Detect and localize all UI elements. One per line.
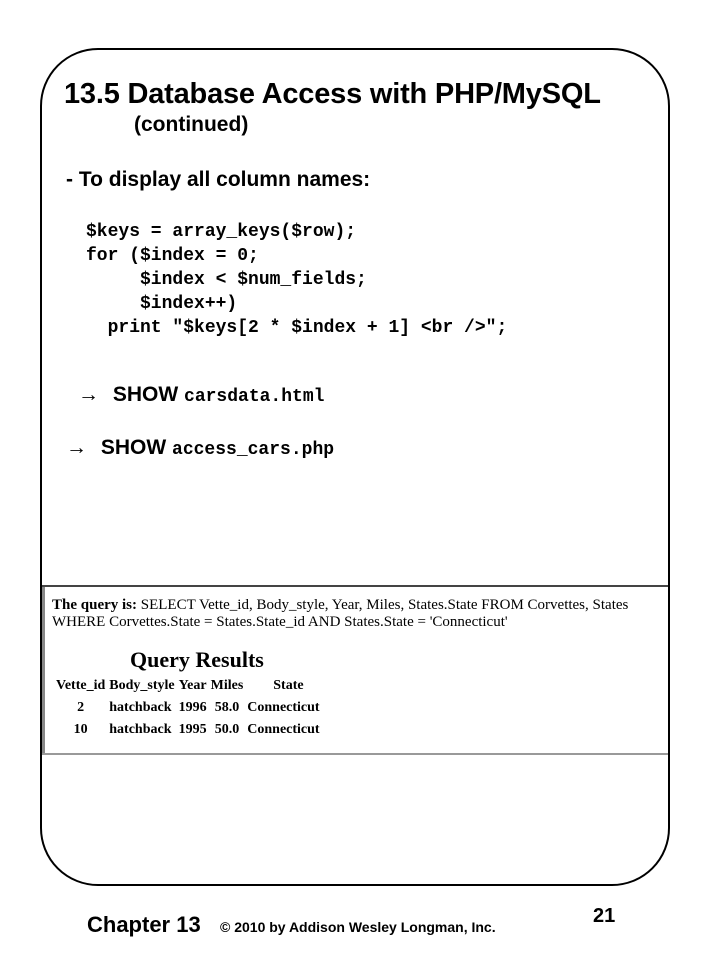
table-header-row bbox=[54, 675, 322, 697]
show-filename: access_cars.php bbox=[172, 440, 335, 460]
slide-title: 13.5 Database Access with PHP/MySQL bbox=[64, 78, 601, 110]
show-item-carsdata bbox=[78, 383, 324, 407]
column-header: Vette_id bbox=[56, 678, 106, 693]
table-cell: hatchback bbox=[109, 700, 172, 715]
query-text: SELECT Vette_id, Body_style, Year, Miles, States.State FROM Corvettes, States WHERE Corvettes.State = States.State_id AND States.State = 'Connecticut' bbox=[52, 597, 629, 630]
column-header: State bbox=[273, 678, 304, 693]
table-row bbox=[54, 719, 322, 741]
table-cell: Connecticut bbox=[247, 700, 320, 715]
show-label: SHOW bbox=[100, 436, 167, 459]
table-cell: 1996 bbox=[178, 700, 207, 715]
browser-output-screenshot bbox=[42, 585, 670, 755]
bullet-text: - To display all column names: bbox=[66, 168, 371, 191]
code-line-2: for ($index = 0; bbox=[86, 246, 259, 266]
table-cell: 50.0 bbox=[214, 722, 240, 737]
column-header: Body_style bbox=[109, 678, 175, 693]
arrow-right-icon: → bbox=[66, 436, 87, 459]
slide-subtitle: (continued) bbox=[134, 113, 249, 136]
page-number: 21 bbox=[593, 905, 616, 927]
code-line-1: $keys = array_keys($row); bbox=[86, 222, 357, 242]
footer-chapter: Chapter 13 bbox=[87, 912, 201, 937]
code-line-3: $index < $num_fields; bbox=[86, 270, 367, 290]
footer-copyright: © 2010 by Addison Wesley Longman, Inc. bbox=[220, 919, 496, 935]
arrow-right-icon: → bbox=[78, 383, 99, 406]
table-cell: 1995 bbox=[178, 722, 207, 737]
code-line-4: $index++) bbox=[86, 294, 238, 314]
screenshot-left-edge bbox=[42, 587, 45, 753]
table-row bbox=[54, 697, 322, 719]
results-table bbox=[54, 675, 322, 741]
screenshot-right-edge bbox=[669, 587, 670, 753]
results-title: Query Results bbox=[130, 647, 264, 672]
table-cell: 58.0 bbox=[214, 700, 240, 715]
column-header: Year bbox=[178, 678, 207, 693]
column-header: Miles bbox=[210, 678, 244, 693]
table-cell: 10 bbox=[73, 722, 88, 737]
code-line-5: print "$keys[2 * $index + 1] <br />"; bbox=[86, 318, 508, 338]
show-label: SHOW bbox=[112, 383, 179, 406]
show-filename: carsdata.html bbox=[184, 387, 325, 407]
table-cell: 2 bbox=[77, 700, 85, 715]
table-cell: Connecticut bbox=[247, 722, 320, 737]
query-statement bbox=[52, 597, 662, 631]
table-cell: hatchback bbox=[109, 722, 172, 737]
query-label: The query is: bbox=[52, 597, 138, 613]
show-item-access-cars bbox=[66, 436, 334, 460]
slide-frame bbox=[40, 48, 670, 886]
